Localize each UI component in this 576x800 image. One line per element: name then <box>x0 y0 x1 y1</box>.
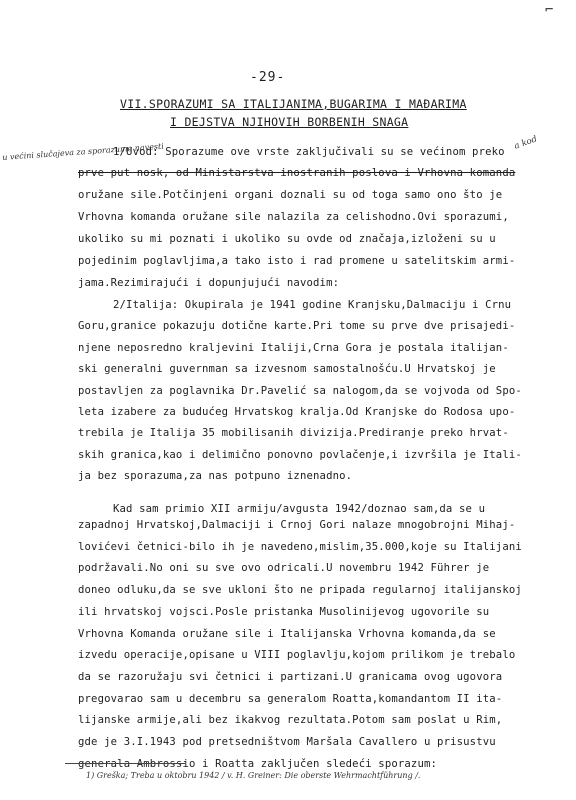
handwritten-margin-note: u većini slučajeva za sporazume navesti <box>2 141 165 162</box>
body-line: podržavali.No oni su sve ovo odricali.U novembru 1942 Führer je <box>78 562 490 575</box>
body-line: Vrhovna Komanda oružane sile i Italijanska Vrhovna komanda,da se <box>78 627 496 640</box>
body-line: lijanske armije,ali bez ikakvog rezultata.Potom sam poslat u Rim, <box>78 714 503 727</box>
handwritten-corner-note: a kod <box>512 134 539 152</box>
body-line: izvedu operacije,opisane u VIII poglavlju,kojom prilikom je trebalo <box>78 649 516 662</box>
body-line: Kad sam primio XII armiju/avgusta 1942/doznao sam,da se u <box>113 503 486 515</box>
chapter-heading-line-2: I DEJSTVA NJIHOVIH BORBENIH SNAGA <box>170 115 409 129</box>
corner-mark: ⌐ <box>545 2 554 18</box>
body-line: skih granica,kao i delimično ponovno povlačenje,i izvršila je Itali- <box>78 448 522 461</box>
handwritten-footnote: 1) Greška; Treba u oktobru 1942 / v. H. Greiner: Die oberste Wehrmachtführung /. <box>86 771 421 780</box>
body-line: ja bez sporazuma,za nas potpuno iznenadno. <box>78 470 353 483</box>
body-line: trebila je Italija 35 mobilisanih divizija.Prediranje preko hrvat- <box>78 427 509 440</box>
page-number: -29- <box>250 70 286 85</box>
body-line: prve put nosk, od Ministarstva inostranih poslova i Vrhovna komanda <box>78 167 516 179</box>
body-line: ili hrvatskoj vojsci.Posle pristanka Musolinijevog ugovorile su <box>78 605 490 618</box>
body-line: oružane sile.Potčinjeni organi doznali su od toga samo ono što je <box>78 189 503 201</box>
body-line: njene neposredno kraljevini Italiji,Crna Gora je postala italijan- <box>78 341 509 354</box>
body-line: da se razoružaju svi četnici i partizani.U granicama ovog ugovora <box>78 670 503 683</box>
body-line: 2/Italija: Okupirala je 1941 godine Kranjsku,Dalmaciju i Crnu <box>113 299 512 311</box>
body-line: generala Ambrossio i Roatta zaključen sledeći sporazum: <box>78 757 438 770</box>
body-line: lovićevi četnici-bilo ih je navedeno,mislim,35.000,koje su Italijani <box>78 540 522 553</box>
body-line: ski generalni guvernman sa izvesnom samostalnošću.U Hrvatskoj je <box>78 363 496 376</box>
body-line: jama.Rezimirajući i dopunjujući navodim: <box>78 277 340 289</box>
body-line: Vrhovna komanda oružane sile nalazila za celishodno.Ovi sporazumi, <box>78 211 509 223</box>
body-line: ukoliko su mi poznati i ukoliko su ovde od značaja,izloženi su u <box>78 233 496 245</box>
body-line: Goru,granice pokazuju dotične karte.Pri tome su prve dve prisajedi- <box>78 320 516 333</box>
body-line: postavljen za poglavnika Dr.Pavelić sa nalogom,da se vojvoda od Spo- <box>78 384 522 397</box>
body-line: pojedinim poglavljima,a tako isto i rad promene u satelitskim armi- <box>78 255 516 267</box>
body-line: pregovarao sam u decembru sa generalom Roatta,komandantom II ita- <box>78 692 503 705</box>
body-line: 1/Uvod: Sporazume ove vrste zaključivali su se većinom preko <box>113 146 505 158</box>
body-line: leta izabere za budućeg Hrvatskog kralja.Od Kranjske do Rodosa upo- <box>78 406 516 418</box>
footnote-divider <box>65 763 185 764</box>
body-line: gde je 3.I.1943 pod pretsedništvom Maršala Cavallero u prisustvu <box>78 736 496 748</box>
body-line: doneo odluku,da se sve ukloni što ne pripada regularnoj italijanskoj <box>78 584 522 597</box>
chapter-heading-line-1: VII.SPORAZUMI SA ITALIJANIMA,BUGARIMA I MAĐARIMA <box>120 97 467 111</box>
body-line: zapadnoj Hrvatskoj,Dalmaciji i Crnoj Gori nalaze mnogobrojni Mihaj- <box>78 519 516 531</box>
